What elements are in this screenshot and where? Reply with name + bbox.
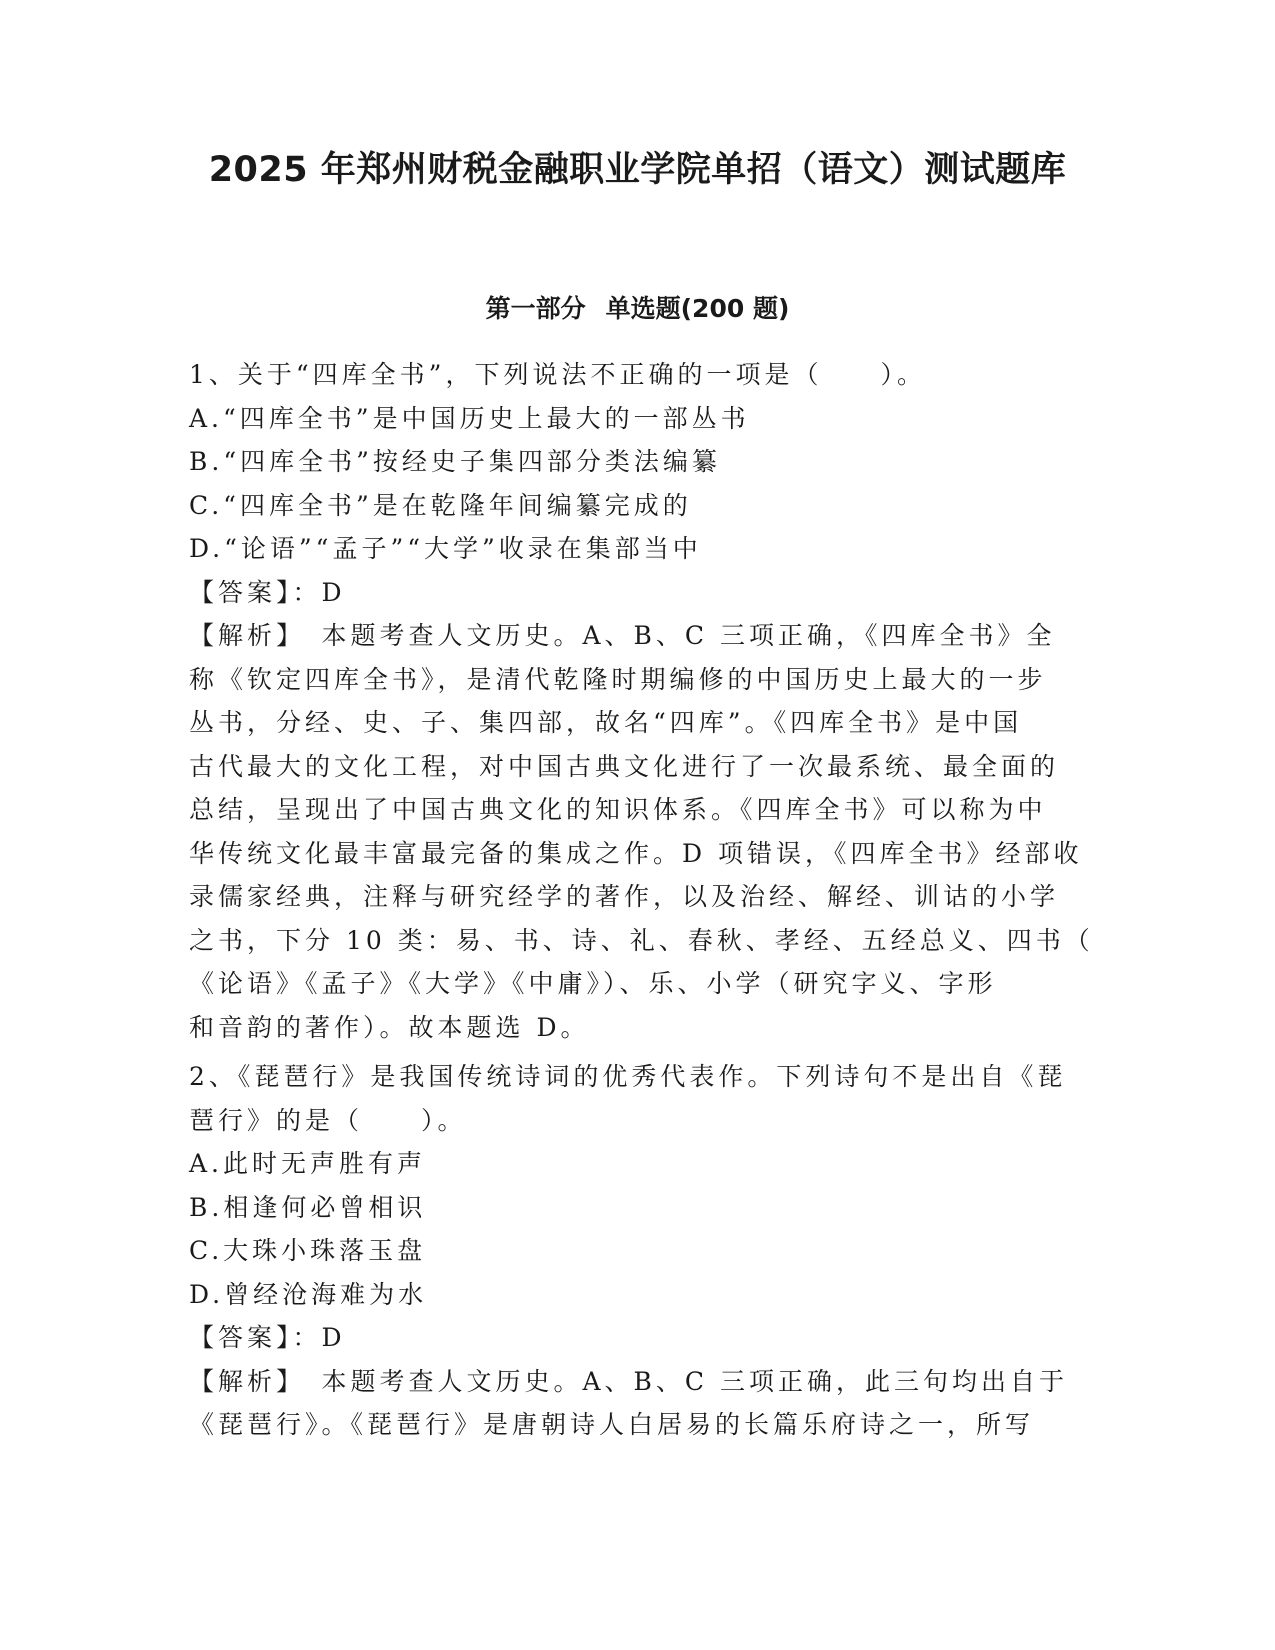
question-item bbox=[189, 353, 1094, 1049]
option-d: D.“论语”“孟子”“大学”收录在集部当中 bbox=[189, 534, 702, 563]
question-stem: 2、《琵琶行》是我国传统诗词的优秀代表作。下列诗句不是出自《琵 bbox=[189, 1062, 1067, 1091]
analysis-line: 《论语》《孟子》《大学》《中庸》）、乐、小学（研究字义、字形 bbox=[189, 969, 997, 998]
question-stem: 1、关于“四库全书”，下列说法不正确的一项是（ ）。 bbox=[189, 360, 926, 389]
question-list bbox=[189, 353, 1094, 1447]
analysis-line: 《琵琶行》。《琵琶行》是唐朝诗人白居易的长篇乐府诗之一，所写 bbox=[189, 1410, 1035, 1439]
analysis-line: 之书，下分 10 类：易、书、诗、礼、春秋、孝经、五经总义、四书（ bbox=[189, 925, 1094, 955]
answer-line: 【答案】：D bbox=[189, 577, 346, 607]
analysis-line: 录儒家经典，注释与研究经学的著作，以及治经、解经、训诂的小学 bbox=[189, 882, 1060, 911]
analysis-line: 总结，呈现出了中国古典文化的知识体系。《四库全书》可以称为中 bbox=[189, 795, 1047, 824]
analysis-line: 华传统文化最丰富最完备的集成之作。D 项错误，《四库全书》经部收 bbox=[189, 838, 1083, 868]
analysis-line: 称《钦定四库全书》，是清代乾隆时期编修的中国历史上最大的一步 bbox=[189, 664, 1047, 694]
section-name: 单选题(200 题) bbox=[605, 294, 790, 323]
option-a: A.此时无声胜有声 bbox=[189, 1149, 427, 1178]
section-heading bbox=[0, 292, 1275, 326]
option-d: D.曾经沧海难为水 bbox=[189, 1279, 428, 1309]
document-title: 2025 年郑州财税金融职业学院单招（语文）测试题库 bbox=[208, 150, 1067, 190]
option-c: C.“四库全书”是在乾隆年间编纂完成的 bbox=[189, 490, 692, 520]
question-item bbox=[189, 1055, 1084, 1447]
option-b: B.“四库全书”按经史子集四部分类法编纂 bbox=[189, 447, 721, 476]
analysis-line: 【解析】 本题考查人文历史。A、B、C 三项正确，《四库全书》全 bbox=[189, 621, 1056, 650]
option-c: C.大珠小珠落玉盘 bbox=[189, 1236, 427, 1265]
answer-line: 【答案】：D bbox=[189, 1323, 346, 1352]
analysis-line: 和音韵的著作）。故本题选 D。 bbox=[189, 1012, 590, 1042]
question-stem: 琶行》的是（ ）。 bbox=[189, 1105, 467, 1135]
analysis-line: 【解析】 本题考查人文历史。A、B、C 三项正确，此三句均出自于 bbox=[189, 1366, 1069, 1396]
option-a: A.“四库全书”是中国历史上最大的一部丛书 bbox=[189, 403, 750, 433]
analysis-line: 丛书，分经、史、子、集四部，故名“四库”。《四库全书》是中国 bbox=[189, 708, 1023, 737]
analysis-block bbox=[189, 1360, 1084, 1447]
analysis-line: 古代最大的文化工程，对中国古典文化进行了一次最系统、最全面的 bbox=[189, 751, 1060, 781]
analysis-block bbox=[189, 614, 1094, 1049]
section-label: 第一部分 bbox=[485, 294, 586, 323]
option-b: B.相逢何必曾相识 bbox=[189, 1192, 427, 1222]
